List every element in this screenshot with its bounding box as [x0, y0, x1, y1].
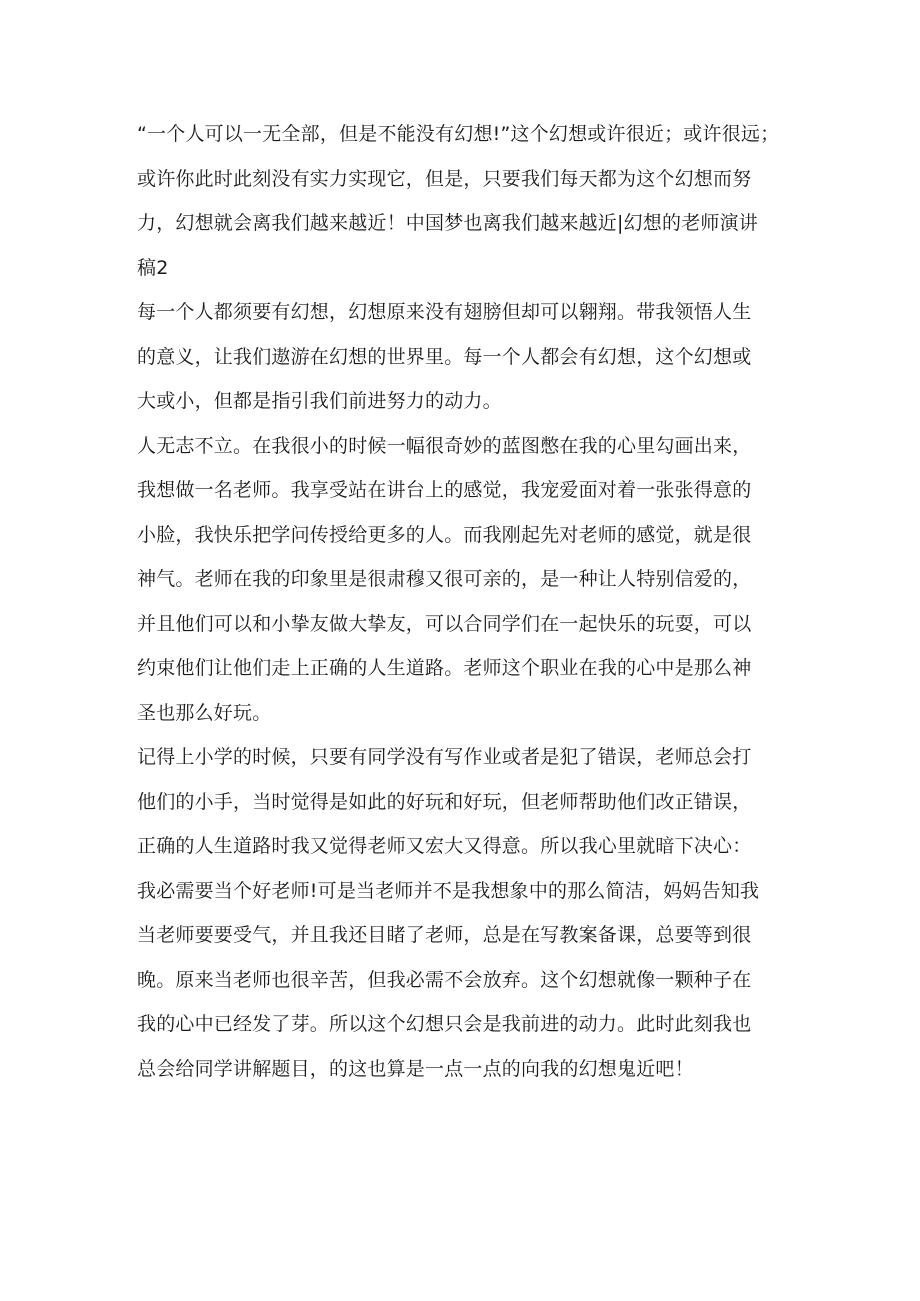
paragraph-4	[137, 735, 797, 1091]
speech-text	[137, 112, 797, 1091]
text-line: 我的心中已经发了芽。所以这个幻想只会是我前进的动力。此时此刻我也	[137, 1013, 752, 1035]
text-line: 圣也那么好玩。	[137, 701, 272, 724]
text-line: 的意义，让我们遨游在幻想的世界里。每一个人都会有幻想，这个幻想或	[137, 345, 752, 368]
text-line: 晚。原来当老师也很辛苦，但我必需不会放弃。这个幻想就像一颗种子在	[137, 968, 752, 991]
text-line: 神气。老师在我的印象里是很肃穆又很可亲的，是一种让人特别信爱的，	[137, 568, 752, 590]
paragraph-3	[137, 424, 797, 736]
text-line: 记得上小学的时候，只要有同学没有写作业或者是犯了错误，老师总会打	[137, 746, 752, 768]
paragraph-2	[137, 290, 797, 424]
text-line: 力，幻想就会离我们越来越近！中国梦也离我们越来越近|幻想的老师演讲	[137, 212, 759, 234]
text-line: 并且他们可以和小挚友做大挚友，可以合同学们在一起快乐的玩耍，可以	[137, 612, 752, 635]
text-line: 人无志不立。在我很小的时候一幅很奇妙的蓝图憋在我的心里勾画出来，	[137, 434, 752, 457]
text-line: 或许你此时此刻没有实力实现它，但是，只要我们每天都为这个幻想而努	[137, 167, 752, 190]
text-line: 他们的小手，当时觉得是如此的好玩和好玩，但老师帮助他们改正错误，	[137, 790, 752, 813]
paragraph-1	[137, 112, 797, 290]
text-line: 小脸，我快乐把学问传授给更多的人。而我刚起先对老师的感觉，就是很	[137, 523, 752, 546]
text-line: 当老师要要受气，并且我还目睹了老师，总是在写教案备课，总要等到很	[137, 924, 752, 946]
text-line: “一个人可以一无全部，但是不能没有幻想!”这个幻想或许很近；或许很远；	[137, 123, 780, 145]
text-line: 稿2	[137, 256, 169, 279]
text-line: 每一个人都须要有幻想，幻想原来没有翅膀但却可以翱翔。带我领悟人生	[137, 301, 752, 323]
text-line: 我想做一名老师。我享受站在讲台上的感觉，我宠爱面对着一张张得意的	[137, 479, 752, 501]
text-line: 约束他们让他们走上正确的人生道路。老师这个职业在我的心中是那么神	[137, 657, 752, 679]
text-line: 总会给同学讲解题目，的这也算是一点一点的向我的幻想鬼近吧！	[137, 1057, 694, 1080]
text-line: 正确的人生道路时我又觉得老师又宏大又得意。所以我心里就暗下决心：	[137, 835, 752, 857]
text-line: 大或小，但都是指引我们前进努力的动力。	[137, 390, 502, 412]
text-line: 我必需要当个好老师!可是当老师并不是我想象中的那么简洁，妈妈告知我	[137, 879, 760, 902]
